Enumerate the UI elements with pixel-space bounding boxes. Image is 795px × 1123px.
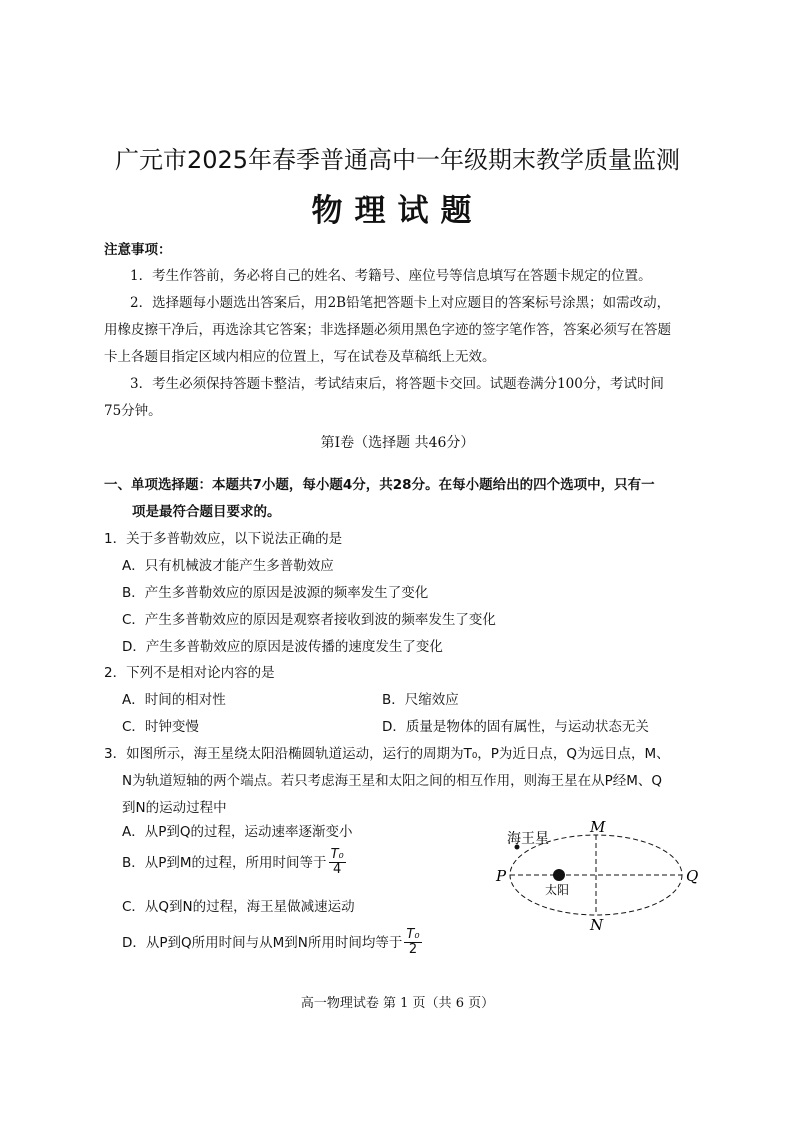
notice-item-2-line-2: 用橡皮擦干净后，再选涂其它答案；非选择题必须用黑色字迹的签字笔作答，答案必须写在答题 xyxy=(104,322,671,338)
notice-item-3-line-1: 3．考生必须保持答题卡整洁，考试结束后，将答题卡交回。试题卷满分100分，考试时间 xyxy=(130,376,664,392)
q1-option-b: B．产生多普勒效应的原因是波源的频率发生了变化 xyxy=(122,585,429,601)
q3-option-d-fraction xyxy=(404,928,421,958)
point-p-label: P xyxy=(496,867,507,885)
notice-item-2-line-3: 卡上各题目指定区域内相应的位置上，写在试卷及草稿纸上无效。 xyxy=(104,349,496,365)
q3-option-b-fraction xyxy=(329,848,346,878)
sun-label: 太阳 xyxy=(545,883,570,897)
q3-option-c: C．从Q到N的过程，海王星做减速运动 xyxy=(122,899,355,915)
q1-option-c: C．产生多普勒效应的原因是观察者接收到波的频率发生了变化 xyxy=(122,612,496,628)
notice-item-2-line-1: 2．选择题每小题选出答案后，用2B铅笔把答题卡上对应题目的答案标号涂黑；如需改动， xyxy=(130,295,671,311)
q1-stem: 1．关于多普勒效应，以下说法正确的是 xyxy=(104,531,343,547)
fraction-denominator: 4 xyxy=(333,862,342,878)
q1-option-a: A．只有机械波才能产生多普勒效应 xyxy=(122,558,334,574)
fraction-numerator: T₀ xyxy=(406,927,420,942)
q1-option-d: D．产生多普勒效应的原因是波传播的速度发生了变化 xyxy=(122,639,443,655)
notice-heading: 注意事项： xyxy=(104,242,172,258)
q3-option-a: A．从P到Q的过程，运动速率逐渐变小 xyxy=(122,824,353,840)
q2-stem: 2．下列不是相对论内容的是 xyxy=(104,665,275,681)
point-q-label: Q xyxy=(686,867,699,885)
notice-item-1: 1．考生作答前，务必将自己的姓名、考籍号、座位号等信息填写在答题卡规定的位置。 xyxy=(130,268,652,284)
q2-option-c: C．时钟变慢 xyxy=(122,719,199,735)
notice-item-3-line-2: 75分钟。 xyxy=(104,403,162,419)
q3-stem-line-3: 到N的运动过程中 xyxy=(122,800,227,816)
orbit-figure xyxy=(495,815,705,935)
q2-option-d: D．质量是物体的固有属性，与运动状态无关 xyxy=(382,719,649,735)
q3-option-b-text: B．从P到M的过程，所用时间等于 xyxy=(122,854,327,871)
q3-stem-line-1: 3．如图所示，海王星绕太阳沿椭圆轨道运动，运行的周期为T₀，P为近日点，Q为远日点，M、 xyxy=(104,746,670,762)
section-title: 第I卷（选择题 共46分） xyxy=(320,435,475,451)
part1-instruction-line-2: 项是最符合题目要求的。 xyxy=(132,504,281,520)
point-n-label: N xyxy=(590,916,604,934)
q3-stem-line-2: N为轨道短轴的两个端点。若只考虑海王星和太阳之间的相互作用，则海王星在从P经M、Q xyxy=(122,773,663,789)
page-footer: 高一物理试卷 第 1 页（共 6 页） xyxy=(300,996,495,1011)
page-title: 广元市2025年春季普通高中一年级期末教学质量监测 xyxy=(114,146,681,174)
fraction-denominator: 2 xyxy=(408,942,418,958)
subject-title: 物理试题 xyxy=(311,193,484,229)
q2-option-a: A．时间的相对性 xyxy=(122,692,226,708)
fraction-numerator: T₀ xyxy=(330,847,344,862)
q3-option-d-text: D．从P到Q所用时间与从M到N所用时间均等于 xyxy=(122,934,403,951)
sun-dot xyxy=(553,869,565,881)
q3-option-d xyxy=(122,928,422,958)
part1-instruction-line-1: 一、单项选择题：本题共7小题，每小题4分，共28分。在每小题给出的四个选项中，只有一 xyxy=(104,477,655,493)
point-m-label: M xyxy=(590,818,606,836)
q3-option-b xyxy=(122,848,346,878)
neptune-label: 海王星 xyxy=(507,831,549,847)
q2-option-b: B．尺缩效应 xyxy=(382,692,459,708)
